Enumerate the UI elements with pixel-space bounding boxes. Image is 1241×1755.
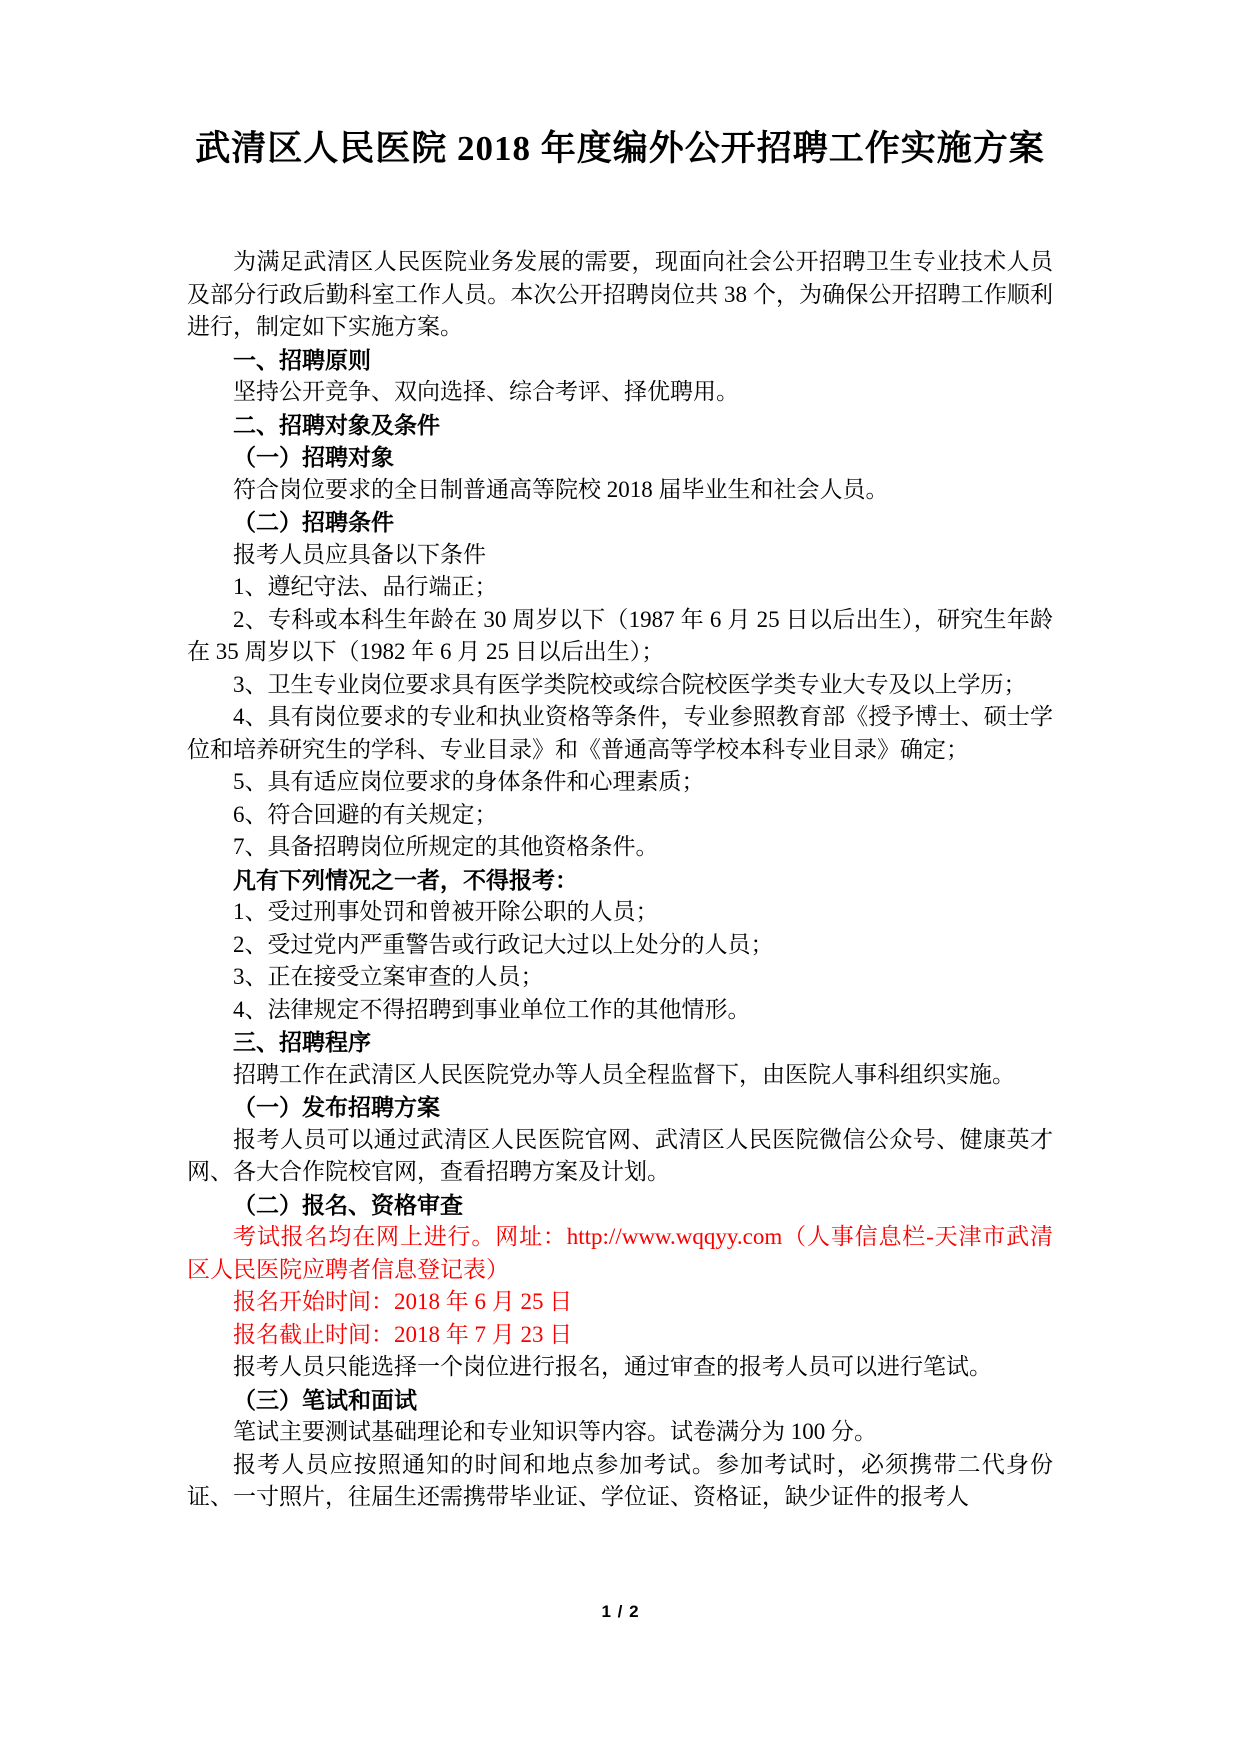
heading-recruit-principle: 一、招聘原则 xyxy=(233,346,371,373)
paragraph: 笔试主要测试基础理论和专业知识等内容。试卷满分为 100 分。 xyxy=(233,1419,877,1444)
heading-written-interview: （三）笔试和面试 xyxy=(233,1386,417,1413)
document-column xyxy=(187,0,1053,1514)
list-item-condition-7: 7、具备招聘岗位所规定的其他资格条件。 xyxy=(233,834,659,859)
paragraph-signup-url: 考试报名均在网上进行。网址：http://www.wqqyy.com（人事信息栏-天津市武清区人民医院应聘者信息登记表） xyxy=(187,1224,1053,1282)
heading-recruit-procedure: 三、招聘程序 xyxy=(233,1029,371,1055)
heading-publish-plan: （一）发布招聘方案 xyxy=(233,1094,440,1120)
paragraph: 招聘工作在武清区人民医院党办等人员全程监督下，由医院人事科组织实施。 xyxy=(233,1061,1015,1087)
list-item-condition-2: 2、专科或本科生年龄在 30 周岁以下（1987 年 6 月 25 日以后出生），研究生年龄在 35 周岁以下（1982 年 6 月 25 日以后出生）； xyxy=(187,606,1053,664)
list-item-disqual-4: 4、法律规定不得招聘到事业单位工作的其他情形。 xyxy=(233,996,751,1022)
footer-page-number: 1 / 2 xyxy=(601,1602,640,1621)
heading-disqualification: 凡有下列情况之一者，不得报考： xyxy=(233,866,578,893)
paragraph-signup-start: 报名开始时间：2018 年 6 月 25 日 xyxy=(233,1289,573,1314)
list-item-condition-5: 5、具有适应岗位要求的身体条件和心理素质； xyxy=(233,769,705,794)
heading-recruit-condition: （二）招聘条件 xyxy=(233,509,394,535)
paragraph: 报考人员应按照通知的时间和地点参加考试。参加考试时，必须携带二代身份证、一寸照片，往届生还需携带毕业证、学位证、资格证，缺少证件的报考人 xyxy=(187,1451,1053,1509)
list-item-condition-3: 3、卫生专业岗位要求具有医学类院校或综合院校医学类专业大专及以上学历； xyxy=(233,671,1027,697)
list-item-disqual-3: 3、正在接受立案审查的人员； xyxy=(233,964,544,989)
paragraph: 符合岗位要求的全日制普通高等院校 2018 届毕业生和社会人员。 xyxy=(233,476,889,502)
list-item-condition-6: 6、符合回避的有关规定； xyxy=(233,801,498,827)
paragraph: 报考人员只能选择一个岗位进行报名，通过审查的报考人员可以进行笔试。 xyxy=(233,1354,992,1379)
paragraph: 坚持公开竞争、双向选择、综合考评、择优聘用。 xyxy=(233,379,739,404)
list-item-condition-1: 1、遵纪守法、品行端正； xyxy=(233,574,498,599)
paragraph-signup-deadline: 报名截止时间：2018 年 7 月 23 日 xyxy=(233,1321,573,1347)
heading-targets-conditions: 二、招聘对象及条件 xyxy=(233,411,440,438)
list-item-disqual-1: 1、受过刑事处罚和曾被开除公职的人员； xyxy=(233,899,659,924)
paragraph: 报考人员应具备以下条件 xyxy=(233,541,486,567)
heading-recruit-target: （一）招聘对象 xyxy=(233,444,394,470)
paragraph-intro: 为满足武清区人民医院业务发展的需要，现面向社会公开招聘卫生专业技术人员及部分行政后勤科室工作人员。本次公开招聘岗位共 38 个，为确保公开招聘工作顺利进行，制定如下实施方案。 xyxy=(187,249,1053,339)
page-title: 武清区人民医院 2018 年度编外公开招聘工作实施方案 xyxy=(195,129,1045,168)
list-item-disqual-2: 2、受过党内严重警告或行政记大过以上处分的人员； xyxy=(233,931,774,957)
heading-signup-review: （二）报名、资格审查 xyxy=(233,1191,463,1218)
document-body xyxy=(187,246,1053,1514)
paragraph: 报考人员可以通过武清区人民医院官网、武清区人民医院微信公众号、健康英才网、各大合作院校官网，查看招聘方案及计划。 xyxy=(187,1126,1053,1184)
list-item-condition-4: 4、具有岗位要求的专业和执业资格等条件，专业参照教育部《授予博士、硕士学位和培养研究生的学科、专业目录》和《普通高等学校本科专业目录》确定； xyxy=(187,704,1053,762)
